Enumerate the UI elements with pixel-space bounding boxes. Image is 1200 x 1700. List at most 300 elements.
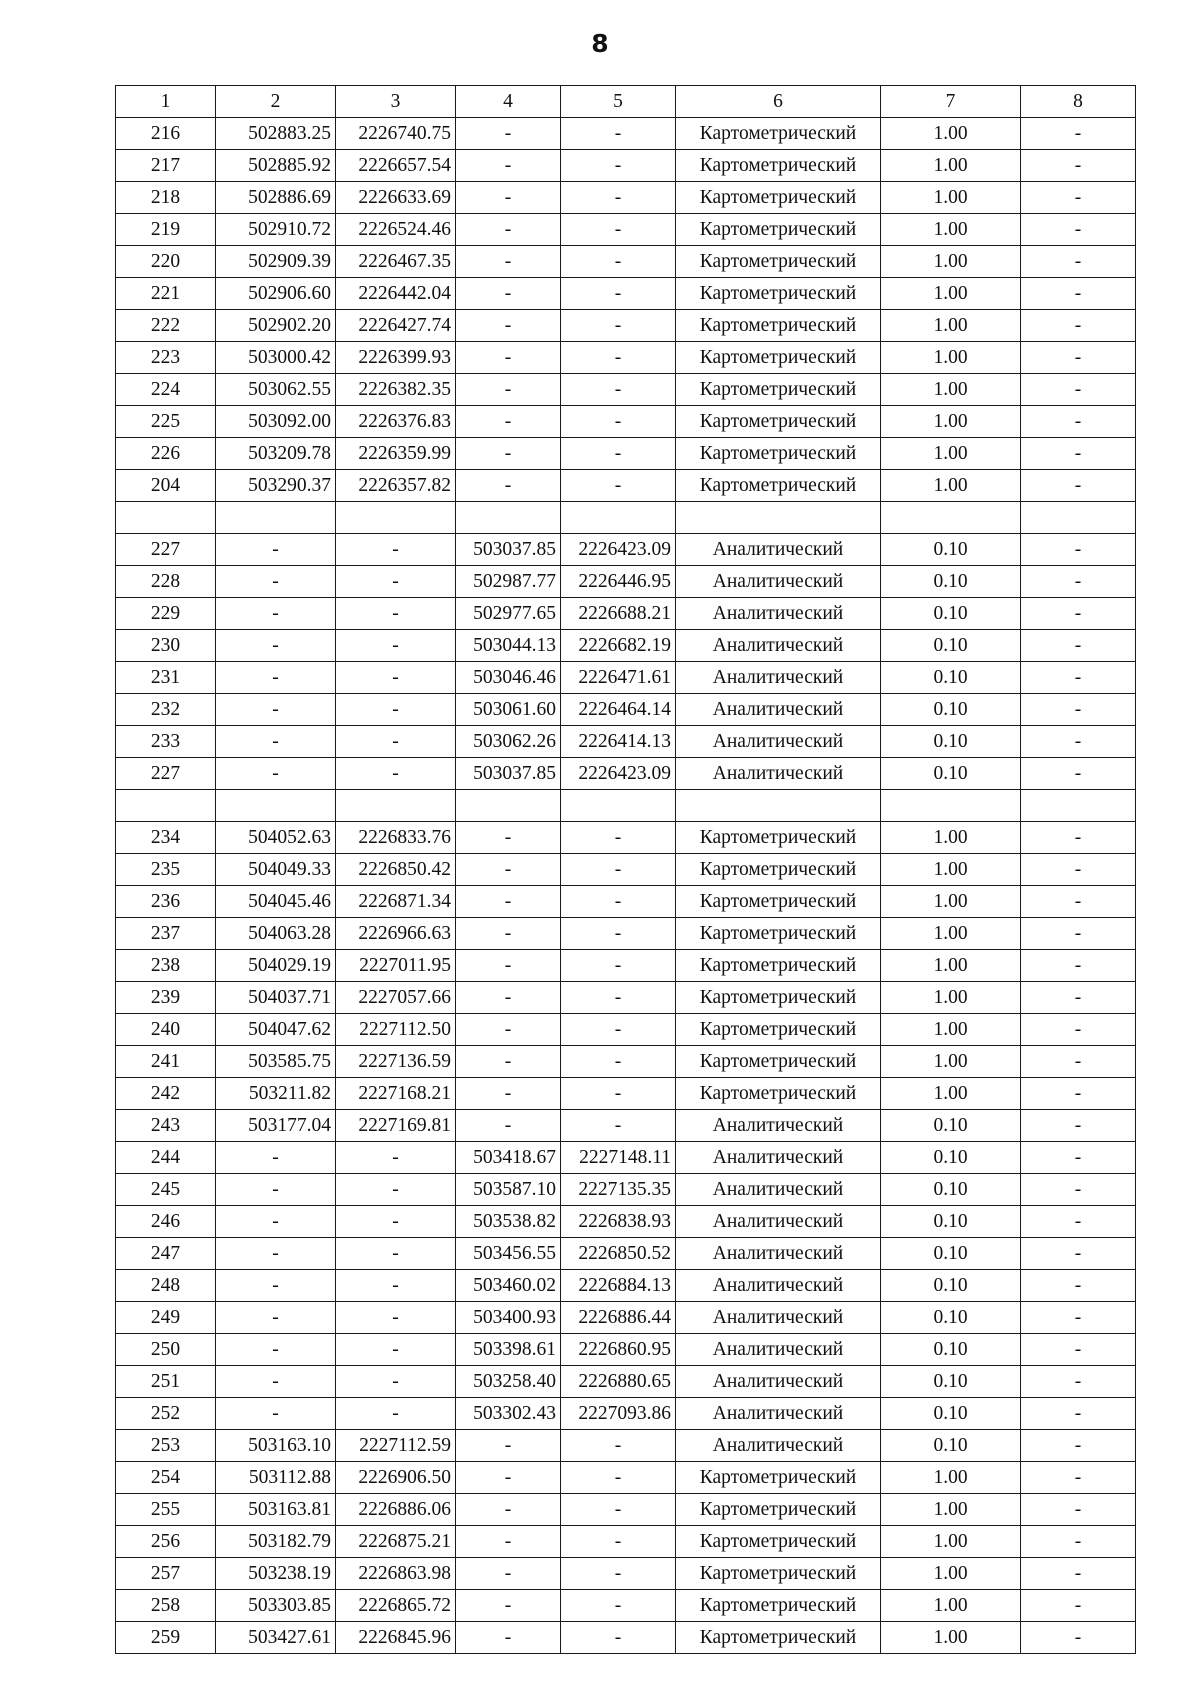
description-cell: - bbox=[1021, 214, 1136, 246]
accuracy-cell: 0.10 bbox=[881, 598, 1021, 630]
accuracy-cell: 1.00 bbox=[881, 1494, 1021, 1526]
point-number-cell: 227 bbox=[116, 534, 216, 566]
point-number-cell: 231 bbox=[116, 662, 216, 694]
point-number-cell: 252 bbox=[116, 1398, 216, 1430]
point-number-cell: 257 bbox=[116, 1558, 216, 1590]
y-new-coordinate-cell: - bbox=[561, 278, 676, 310]
x-new-coordinate-cell: - bbox=[456, 950, 561, 982]
description-cell: - bbox=[1021, 1206, 1136, 1238]
description-cell: - bbox=[1021, 470, 1136, 502]
description-cell: - bbox=[1021, 438, 1136, 470]
y-new-coordinate-cell: - bbox=[561, 342, 676, 374]
x-coordinate-cell: 503303.85 bbox=[216, 1590, 336, 1622]
method-cell: Картометрический bbox=[676, 982, 881, 1014]
y-new-coordinate-cell: - bbox=[561, 1526, 676, 1558]
y-new-coordinate-cell: - bbox=[561, 886, 676, 918]
x-new-coordinate-cell: 503400.93 bbox=[456, 1302, 561, 1334]
description-cell: - bbox=[1021, 886, 1136, 918]
y-coordinate-cell: - bbox=[336, 1238, 456, 1270]
y-new-coordinate-cell: 2226838.93 bbox=[561, 1206, 676, 1238]
x-coordinate-cell: - bbox=[216, 1302, 336, 1334]
table-row bbox=[116, 630, 1136, 662]
description-cell: - bbox=[1021, 1462, 1136, 1494]
x-coordinate-cell: 503182.79 bbox=[216, 1526, 336, 1558]
accuracy-cell: 1.00 bbox=[881, 822, 1021, 854]
x-coordinate-cell: - bbox=[216, 1398, 336, 1430]
x-new-coordinate-cell: - bbox=[456, 982, 561, 1014]
table-row bbox=[116, 1206, 1136, 1238]
table-row bbox=[116, 502, 1136, 534]
point-number-cell: 232 bbox=[116, 694, 216, 726]
x-new-coordinate-cell: 503258.40 bbox=[456, 1366, 561, 1398]
x-new-coordinate-cell: - bbox=[456, 438, 561, 470]
method-cell: Аналитический bbox=[676, 662, 881, 694]
x-new-coordinate-cell: - bbox=[456, 246, 561, 278]
point-number-cell: 219 bbox=[116, 214, 216, 246]
table-row bbox=[116, 1494, 1136, 1526]
y-coordinate-cell: - bbox=[336, 566, 456, 598]
y-new-coordinate-cell: - bbox=[561, 1622, 676, 1654]
accuracy-cell: 0.10 bbox=[881, 1334, 1021, 1366]
x-new-coordinate-cell: 503398.61 bbox=[456, 1334, 561, 1366]
x-new-coordinate-cell: - bbox=[456, 310, 561, 342]
y-coordinate-cell: - bbox=[336, 1142, 456, 1174]
x-coordinate-cell: - bbox=[216, 566, 336, 598]
method-cell: Аналитический bbox=[676, 758, 881, 790]
y-new-coordinate-cell: 2226471.61 bbox=[561, 662, 676, 694]
y-new-coordinate-cell: - bbox=[561, 950, 676, 982]
method-cell: Картометрический bbox=[676, 822, 881, 854]
description-cell: - bbox=[1021, 406, 1136, 438]
point-number-cell: 204 bbox=[116, 470, 216, 502]
method-cell: Картометрический bbox=[676, 470, 881, 502]
y-coordinate-cell: 2226427.74 bbox=[336, 310, 456, 342]
accuracy-cell: 0.10 bbox=[881, 1206, 1021, 1238]
table-row bbox=[116, 1142, 1136, 1174]
table-row bbox=[116, 1174, 1136, 1206]
accuracy-cell bbox=[881, 502, 1021, 534]
table-row bbox=[116, 470, 1136, 502]
point-number-cell: 246 bbox=[116, 1206, 216, 1238]
y-coordinate-cell: - bbox=[336, 1174, 456, 1206]
point-number-cell bbox=[116, 790, 216, 822]
x-coordinate-cell: 502886.69 bbox=[216, 182, 336, 214]
y-new-coordinate-cell: - bbox=[561, 982, 676, 1014]
accuracy-cell: 0.10 bbox=[881, 1174, 1021, 1206]
method-cell: Аналитический bbox=[676, 1110, 881, 1142]
description-cell: - bbox=[1021, 1334, 1136, 1366]
method-cell: Картометрический bbox=[676, 1078, 881, 1110]
y-new-coordinate-cell: - bbox=[561, 246, 676, 278]
accuracy-cell: 0.10 bbox=[881, 630, 1021, 662]
y-coordinate-cell: 2226886.06 bbox=[336, 1494, 456, 1526]
y-coordinate-cell: 2227136.59 bbox=[336, 1046, 456, 1078]
coordinates-table bbox=[115, 85, 1136, 1654]
point-number-cell: 224 bbox=[116, 374, 216, 406]
x-coordinate-cell: - bbox=[216, 1174, 336, 1206]
point-number-cell: 220 bbox=[116, 246, 216, 278]
y-new-coordinate-cell: - bbox=[561, 182, 676, 214]
y-new-coordinate-cell: - bbox=[561, 150, 676, 182]
x-coordinate-cell: 504037.71 bbox=[216, 982, 336, 1014]
method-cell bbox=[676, 502, 881, 534]
x-new-coordinate-cell: - bbox=[456, 1046, 561, 1078]
x-new-coordinate-cell: - bbox=[456, 470, 561, 502]
point-number-cell: 235 bbox=[116, 854, 216, 886]
y-new-coordinate-cell: - bbox=[561, 406, 676, 438]
x-new-coordinate-cell: - bbox=[456, 278, 561, 310]
accuracy-cell: 1.00 bbox=[881, 342, 1021, 374]
accuracy-cell: 1.00 bbox=[881, 1590, 1021, 1622]
point-number-cell: 240 bbox=[116, 1014, 216, 1046]
y-new-coordinate-cell bbox=[561, 790, 676, 822]
table-row bbox=[116, 278, 1136, 310]
x-coordinate-cell: 503163.10 bbox=[216, 1430, 336, 1462]
accuracy-cell: 1.00 bbox=[881, 950, 1021, 982]
column-header: 2 bbox=[216, 86, 336, 118]
y-new-coordinate-cell: 2226884.13 bbox=[561, 1270, 676, 1302]
description-cell: - bbox=[1021, 758, 1136, 790]
x-coordinate-cell: 502906.60 bbox=[216, 278, 336, 310]
accuracy-cell: 1.00 bbox=[881, 1622, 1021, 1654]
x-new-coordinate-cell: 503046.46 bbox=[456, 662, 561, 694]
y-coordinate-cell: 2226850.42 bbox=[336, 854, 456, 886]
y-coordinate-cell: - bbox=[336, 1366, 456, 1398]
column-header: 8 bbox=[1021, 86, 1136, 118]
x-coordinate-cell: 504047.62 bbox=[216, 1014, 336, 1046]
method-cell: Картометрический bbox=[676, 246, 881, 278]
point-number-cell: 221 bbox=[116, 278, 216, 310]
x-new-coordinate-cell: 503460.02 bbox=[456, 1270, 561, 1302]
point-number-cell: 227 bbox=[116, 758, 216, 790]
accuracy-cell: 0.10 bbox=[881, 1366, 1021, 1398]
x-coordinate-cell: 504063.28 bbox=[216, 918, 336, 950]
x-coordinate-cell bbox=[216, 790, 336, 822]
y-new-coordinate-cell: - bbox=[561, 214, 676, 246]
y-new-coordinate-cell: 2226860.95 bbox=[561, 1334, 676, 1366]
table-row bbox=[116, 406, 1136, 438]
description-cell: - bbox=[1021, 118, 1136, 150]
method-cell: Аналитический bbox=[676, 1302, 881, 1334]
method-cell: Аналитический bbox=[676, 534, 881, 566]
description-cell: - bbox=[1021, 1014, 1136, 1046]
description-cell: - bbox=[1021, 982, 1136, 1014]
method-cell: Аналитический bbox=[676, 1366, 881, 1398]
description-cell: - bbox=[1021, 950, 1136, 982]
point-number-cell: 237 bbox=[116, 918, 216, 950]
table-row bbox=[116, 822, 1136, 854]
x-coordinate-cell bbox=[216, 502, 336, 534]
x-coordinate-cell: 502910.72 bbox=[216, 214, 336, 246]
method-cell: Картометрический bbox=[676, 374, 881, 406]
y-coordinate-cell: 2226871.34 bbox=[336, 886, 456, 918]
point-number-cell: 226 bbox=[116, 438, 216, 470]
description-cell: - bbox=[1021, 1398, 1136, 1430]
method-cell: Картометрический bbox=[676, 1526, 881, 1558]
table-row bbox=[116, 694, 1136, 726]
description-cell: - bbox=[1021, 278, 1136, 310]
x-coordinate-cell: 503000.42 bbox=[216, 342, 336, 374]
description-cell: - bbox=[1021, 1430, 1136, 1462]
x-new-coordinate-cell: - bbox=[456, 182, 561, 214]
table-row bbox=[116, 1334, 1136, 1366]
accuracy-cell: 1.00 bbox=[881, 374, 1021, 406]
x-coordinate-cell: - bbox=[216, 534, 336, 566]
y-coordinate-cell: - bbox=[336, 1302, 456, 1334]
y-coordinate-cell: 2226865.72 bbox=[336, 1590, 456, 1622]
y-new-coordinate-cell: - bbox=[561, 374, 676, 406]
table-row bbox=[116, 1526, 1136, 1558]
point-number-cell: 256 bbox=[116, 1526, 216, 1558]
x-coordinate-cell: 504052.63 bbox=[216, 822, 336, 854]
method-cell: Картометрический bbox=[676, 1622, 881, 1654]
y-coordinate-cell: 2226467.35 bbox=[336, 246, 456, 278]
x-coordinate-cell: 502883.25 bbox=[216, 118, 336, 150]
x-new-coordinate-cell: 503062.26 bbox=[456, 726, 561, 758]
y-new-coordinate-cell: - bbox=[561, 1558, 676, 1590]
table-row bbox=[116, 150, 1136, 182]
x-coordinate-cell: 503290.37 bbox=[216, 470, 336, 502]
table-row bbox=[116, 438, 1136, 470]
x-new-coordinate-cell: 503037.85 bbox=[456, 758, 561, 790]
y-coordinate-cell: 2226845.96 bbox=[336, 1622, 456, 1654]
x-coordinate-cell: - bbox=[216, 694, 336, 726]
y-new-coordinate-cell: - bbox=[561, 854, 676, 886]
x-new-coordinate-cell: - bbox=[456, 118, 561, 150]
table-row bbox=[116, 1462, 1136, 1494]
y-new-coordinate-cell: - bbox=[561, 438, 676, 470]
y-new-coordinate-cell: - bbox=[561, 822, 676, 854]
method-cell: Картометрический bbox=[676, 1558, 881, 1590]
method-cell: Аналитический bbox=[676, 726, 881, 758]
accuracy-cell: 1.00 bbox=[881, 1046, 1021, 1078]
accuracy-cell: 0.10 bbox=[881, 534, 1021, 566]
y-new-coordinate-cell: 2226850.52 bbox=[561, 1238, 676, 1270]
accuracy-cell: 0.10 bbox=[881, 1142, 1021, 1174]
y-new-coordinate-cell: 2226688.21 bbox=[561, 598, 676, 630]
point-number-cell: 228 bbox=[116, 566, 216, 598]
accuracy-cell: 1.00 bbox=[881, 438, 1021, 470]
method-cell: Аналитический bbox=[676, 1398, 881, 1430]
point-number-cell: 251 bbox=[116, 1366, 216, 1398]
method-cell: Картометрический bbox=[676, 1014, 881, 1046]
x-new-coordinate-cell: - bbox=[456, 150, 561, 182]
y-new-coordinate-cell: 2226423.09 bbox=[561, 758, 676, 790]
method-cell: Картометрический bbox=[676, 182, 881, 214]
accuracy-cell: 1.00 bbox=[881, 214, 1021, 246]
table-row bbox=[116, 182, 1136, 214]
x-coordinate-cell: 503062.55 bbox=[216, 374, 336, 406]
point-number-cell: 243 bbox=[116, 1110, 216, 1142]
y-new-coordinate-cell: - bbox=[561, 118, 676, 150]
table-row bbox=[116, 1014, 1136, 1046]
description-cell: - bbox=[1021, 1174, 1136, 1206]
y-coordinate-cell: 2226657.54 bbox=[336, 150, 456, 182]
method-cell: Картометрический bbox=[676, 310, 881, 342]
description-cell: - bbox=[1021, 726, 1136, 758]
point-number-cell: 248 bbox=[116, 1270, 216, 1302]
point-number-cell: 245 bbox=[116, 1174, 216, 1206]
description-cell: - bbox=[1021, 1046, 1136, 1078]
description-cell: - bbox=[1021, 598, 1136, 630]
table-row bbox=[116, 790, 1136, 822]
method-cell: Картометрический bbox=[676, 214, 881, 246]
x-new-coordinate-cell: 503302.43 bbox=[456, 1398, 561, 1430]
accuracy-cell: 1.00 bbox=[881, 1462, 1021, 1494]
accuracy-cell: 1.00 bbox=[881, 406, 1021, 438]
y-coordinate-cell: 2226357.82 bbox=[336, 470, 456, 502]
table-row bbox=[116, 918, 1136, 950]
description-cell: - bbox=[1021, 246, 1136, 278]
accuracy-cell: 0.10 bbox=[881, 1398, 1021, 1430]
page-number: 8 bbox=[591, 29, 609, 58]
method-cell: Аналитический bbox=[676, 598, 881, 630]
x-new-coordinate-cell: - bbox=[456, 1590, 561, 1622]
method-cell: Аналитический bbox=[676, 1206, 881, 1238]
accuracy-cell: 0.10 bbox=[881, 1302, 1021, 1334]
table-row bbox=[116, 1110, 1136, 1142]
method-cell: Картометрический bbox=[676, 342, 881, 374]
accuracy-cell: 1.00 bbox=[881, 310, 1021, 342]
method-cell: Аналитический bbox=[676, 694, 881, 726]
accuracy-cell: 0.10 bbox=[881, 566, 1021, 598]
y-new-coordinate-cell: 2226423.09 bbox=[561, 534, 676, 566]
method-cell: Аналитический bbox=[676, 1430, 881, 1462]
x-new-coordinate-cell: 503587.10 bbox=[456, 1174, 561, 1206]
y-coordinate-cell: - bbox=[336, 534, 456, 566]
accuracy-cell: 0.10 bbox=[881, 1270, 1021, 1302]
x-new-coordinate-cell: - bbox=[456, 1110, 561, 1142]
description-cell: - bbox=[1021, 822, 1136, 854]
table-header-row bbox=[116, 86, 1136, 118]
x-new-coordinate-cell: - bbox=[456, 1558, 561, 1590]
accuracy-cell bbox=[881, 790, 1021, 822]
x-new-coordinate-cell: - bbox=[456, 1526, 561, 1558]
x-new-coordinate-cell: - bbox=[456, 1014, 561, 1046]
point-number-cell bbox=[116, 502, 216, 534]
x-new-coordinate-cell bbox=[456, 790, 561, 822]
y-new-coordinate-cell: 2226446.95 bbox=[561, 566, 676, 598]
method-cell: Аналитический bbox=[676, 566, 881, 598]
method-cell: Картометрический bbox=[676, 950, 881, 982]
y-new-coordinate-cell: - bbox=[561, 310, 676, 342]
x-coordinate-cell: - bbox=[216, 1270, 336, 1302]
table-row bbox=[116, 598, 1136, 630]
x-coordinate-cell: 503238.19 bbox=[216, 1558, 336, 1590]
y-coordinate-cell: - bbox=[336, 662, 456, 694]
point-number-cell: 242 bbox=[116, 1078, 216, 1110]
y-coordinate-cell: - bbox=[336, 1334, 456, 1366]
method-cell: Картометрический bbox=[676, 1046, 881, 1078]
table-row bbox=[116, 310, 1136, 342]
point-number-cell: 225 bbox=[116, 406, 216, 438]
table-row bbox=[116, 118, 1136, 150]
y-new-coordinate-cell: - bbox=[561, 1462, 676, 1494]
accuracy-cell: 1.00 bbox=[881, 246, 1021, 278]
y-coordinate-cell: 2227169.81 bbox=[336, 1110, 456, 1142]
method-cell: Картометрический bbox=[676, 438, 881, 470]
y-coordinate-cell: 2226524.46 bbox=[336, 214, 456, 246]
description-cell: - bbox=[1021, 182, 1136, 214]
accuracy-cell: 1.00 bbox=[881, 470, 1021, 502]
accuracy-cell: 1.00 bbox=[881, 982, 1021, 1014]
table-row bbox=[116, 1046, 1136, 1078]
point-number-cell: 247 bbox=[116, 1238, 216, 1270]
point-number-cell: 249 bbox=[116, 1302, 216, 1334]
point-number-cell: 218 bbox=[116, 182, 216, 214]
y-coordinate-cell: 2226966.63 bbox=[336, 918, 456, 950]
method-cell: Картометрический bbox=[676, 278, 881, 310]
y-coordinate-cell: - bbox=[336, 1206, 456, 1238]
y-new-coordinate-cell: - bbox=[561, 918, 676, 950]
x-new-coordinate-cell: - bbox=[456, 1462, 561, 1494]
column-header: 4 bbox=[456, 86, 561, 118]
column-header: 1 bbox=[116, 86, 216, 118]
description-cell: - bbox=[1021, 854, 1136, 886]
point-number-cell: 233 bbox=[116, 726, 216, 758]
table-row bbox=[116, 886, 1136, 918]
y-new-coordinate-cell: 2227148.11 bbox=[561, 1142, 676, 1174]
accuracy-cell: 1.00 bbox=[881, 886, 1021, 918]
y-new-coordinate-cell: - bbox=[561, 1430, 676, 1462]
point-number-cell: 239 bbox=[116, 982, 216, 1014]
description-cell: - bbox=[1021, 694, 1136, 726]
description-cell: - bbox=[1021, 1110, 1136, 1142]
x-new-coordinate-cell: - bbox=[456, 854, 561, 886]
description-cell: - bbox=[1021, 1590, 1136, 1622]
y-new-coordinate-cell: - bbox=[561, 1110, 676, 1142]
y-coordinate-cell: - bbox=[336, 1270, 456, 1302]
x-coordinate-cell: 502885.92 bbox=[216, 150, 336, 182]
point-number-cell: 255 bbox=[116, 1494, 216, 1526]
x-coordinate-cell: - bbox=[216, 1334, 336, 1366]
description-cell: - bbox=[1021, 1622, 1136, 1654]
table-row bbox=[116, 758, 1136, 790]
table-row bbox=[116, 1078, 1136, 1110]
accuracy-cell: 1.00 bbox=[881, 118, 1021, 150]
y-coordinate-cell: 2226740.75 bbox=[336, 118, 456, 150]
table-row bbox=[116, 342, 1136, 374]
description-cell: - bbox=[1021, 374, 1136, 406]
x-new-coordinate-cell: 503061.60 bbox=[456, 694, 561, 726]
table-row bbox=[116, 246, 1136, 278]
x-coordinate-cell: 504029.19 bbox=[216, 950, 336, 982]
x-new-coordinate-cell: 502987.77 bbox=[456, 566, 561, 598]
y-coordinate-cell: - bbox=[336, 694, 456, 726]
accuracy-cell: 0.10 bbox=[881, 1238, 1021, 1270]
table-row bbox=[116, 214, 1136, 246]
y-coordinate-cell: - bbox=[336, 1398, 456, 1430]
column-header: 7 bbox=[881, 86, 1021, 118]
column-header: 5 bbox=[561, 86, 676, 118]
y-new-coordinate-cell: 2226886.44 bbox=[561, 1302, 676, 1334]
description-cell: - bbox=[1021, 566, 1136, 598]
point-number-cell: 216 bbox=[116, 118, 216, 150]
description-cell: - bbox=[1021, 1494, 1136, 1526]
y-new-coordinate-cell: 2227135.35 bbox=[561, 1174, 676, 1206]
description-cell: - bbox=[1021, 1366, 1136, 1398]
x-new-coordinate-cell: - bbox=[456, 374, 561, 406]
description-cell: - bbox=[1021, 1526, 1136, 1558]
x-new-coordinate-cell: 503418.67 bbox=[456, 1142, 561, 1174]
x-coordinate-cell: 502902.20 bbox=[216, 310, 336, 342]
description-cell: - bbox=[1021, 630, 1136, 662]
x-new-coordinate-cell: - bbox=[456, 1494, 561, 1526]
y-coordinate-cell: 2226833.76 bbox=[336, 822, 456, 854]
y-coordinate-cell: 2226863.98 bbox=[336, 1558, 456, 1590]
y-new-coordinate-cell: 2226880.65 bbox=[561, 1366, 676, 1398]
x-coordinate-cell: 503211.82 bbox=[216, 1078, 336, 1110]
